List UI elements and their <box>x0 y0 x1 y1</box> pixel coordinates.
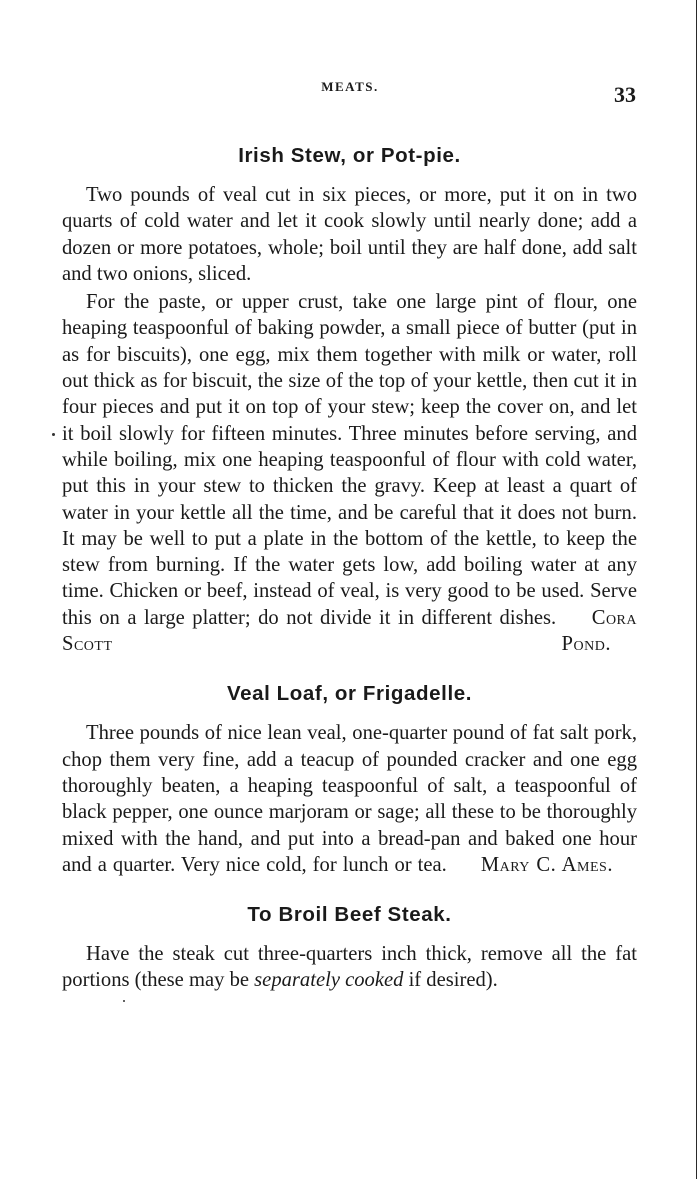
recipe-title: Veal Loaf, or Frigadelle. <box>226 682 473 706</box>
recipe-paragraph-text: if desired). <box>403 969 498 992</box>
recipe-irish-stew <box>62 144 637 657</box>
page-edge-line <box>696 0 697 1179</box>
recipe-paragraph-text: Have the steak cut three-quarters inch thick, remove all the fat portions (these may be <box>62 943 637 992</box>
emphasized-text: separately cooked <box>254 969 404 992</box>
recipe-paragraph-text: For the paste, or upper crust, take one large pint of flour, one heaping teaspoonful of baking powder, a small piece of butter (put in as for biscuits), one egg, mix them together with milk or water, roll out thick as for biscuit, the size of the top of your kettle, then cut it in four pieces and put it on top of your stew; keep the cover on, and let it boil slowly for fifteen minutes. Three minutes before serving, and while boiling, mix one heaping teaspoonful of flour with cold water, put this in your stew to thicken the gravy. Keep at least a quart of water in your kettle all the time, and be careful that it does not burn. It may be well to put a plate in the bottom of the kettle, to keep the stew from burning. If the water gets low, add boiling water at any time. Chicken or beef, instead of veal, is very good to be used. Serve this on a large platter; do not divide it in different dishes. <box>62 291 637 629</box>
recipe-veal-loaf <box>62 682 637 878</box>
author-signature: Cora Scott Pond. <box>62 606 637 656</box>
recipe-paragraph: Two pounds of veal cut in six pieces, or more, put it on in two quarts of cold water and let it cook slowly until nearly done; add a dozen or more potatoes, whole; boil until they are half done, add salt and two onions, sliced. <box>62 184 637 285</box>
author-signature: Mary C. Ames. <box>480 853 613 876</box>
recipe-title: Irish Stew, or Pot-pie. <box>238 144 461 167</box>
recipe-broil-beef-steak <box>62 903 637 994</box>
recipe-paragraph <box>62 941 637 994</box>
page-content <box>62 144 637 996</box>
running-head: MEATS. <box>321 79 379 94</box>
recipe-title: To Broil Beef Steak. <box>247 903 452 927</box>
recipe-paragraph <box>62 720 637 878</box>
stray-mark <box>52 433 55 436</box>
stray-mark <box>123 1000 125 1002</box>
recipe-paragraph-text: Three pounds of nice lean veal, one-quarter pound of fat salt pork, chop them very fine, add a teacup of pounded cracker and one egg thoroughly beaten, a heaping teaspoonful of salt, a teaspoonful of black pepper, one ounce marjoram or sage; all these to be thoroughly mixed with the hand, and put into a bread-pan and baked one hour and a quarter. Very nice cold, for lunch or tea. <box>62 722 637 876</box>
recipe-paragraph <box>62 289 637 657</box>
page-number: 33 <box>614 82 636 107</box>
